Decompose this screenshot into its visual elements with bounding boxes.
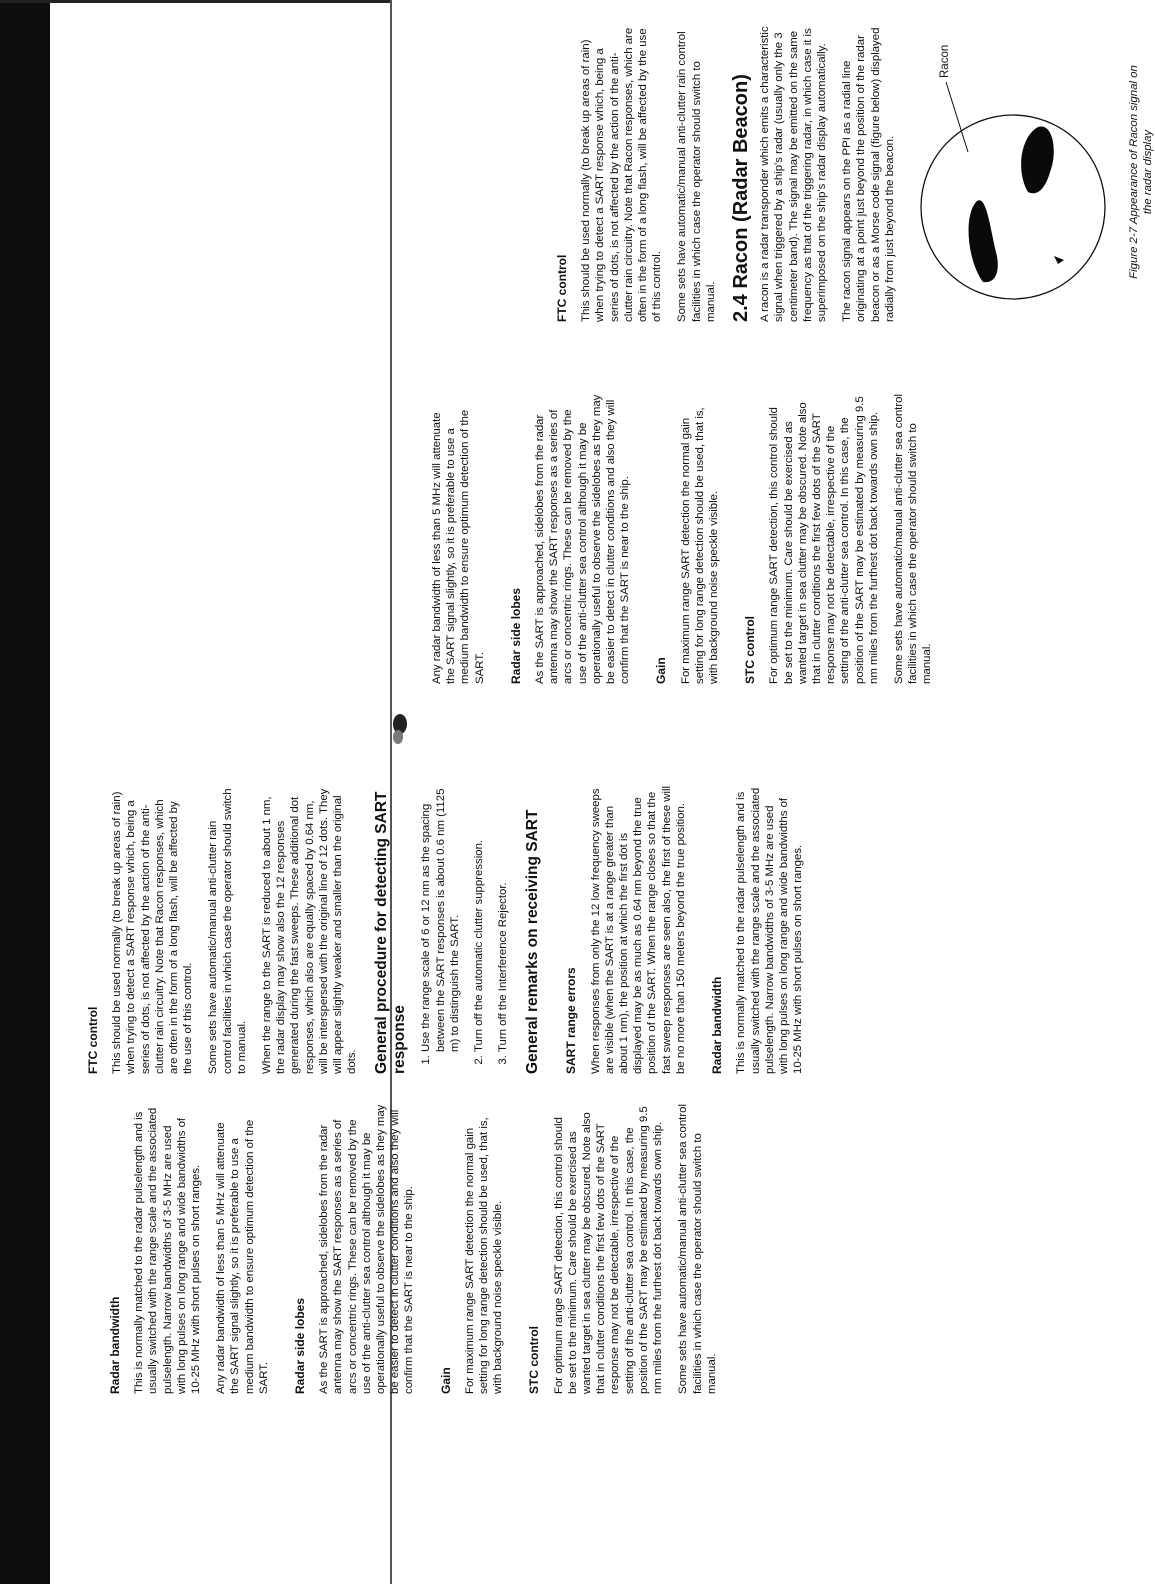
paragraph: Any radar bandwidth of less than 5 MHz will attenuate the SART signal slightly, so it is preferable to use a medium bandwidth to ensure optimum detection of the SART. (431, 409, 486, 684)
heading-stc-control: STC control (527, 1326, 542, 1394)
radar-display-illustration (908, 22, 1113, 322)
heading-general-remarks: General remarks on receiving SART (524, 809, 542, 1074)
paragraph: This is normally matched to the radar pulselength and is usually switched with the range scale and the associated pulselength. Narrow bandwidths of 3-5 MHz are used with long pulses on long range and wide bandwidths of 10-25 MHz with short pulses on short ranges. (133, 1107, 203, 1394)
heading-stc-control: STC control (743, 616, 758, 684)
figure-caption (1127, 22, 1155, 322)
heading-gain: Gain (438, 1367, 453, 1394)
paragraph: For maximum range SART detection the normal gain setting for long range detection should be used, that is, with background noise speckle visible. (463, 1117, 505, 1394)
paragraph: Any radar bandwidth of less than 5 MHz will attenuate the SART signal slightly, so it is preferable to use a medium bandwidth to ensure optimum detection of the SART. (215, 1119, 270, 1394)
paragraph: The racon signal appears on the PPI as a radial line originating at a point just beyond the position of the radar beacon or as a Morse code signal (figure below) displayed radially from just beyond the beacon. (841, 27, 896, 322)
caption-line: Figure 2-7 Appearance of Racon signal on (1128, 65, 1141, 279)
heading-racon: 2.4 Racon (Radar Beacon) (730, 74, 753, 322)
heading-ftc-control: FTC control (86, 1006, 100, 1074)
heading-radar-side-lobes: Radar side lobes (293, 1297, 308, 1394)
paragraph: For maximum range SART detection the normal gain setting for long range detection should be used, that is, with background noise speckle visible. (679, 407, 721, 684)
column-2 (86, 784, 816, 1074)
list-item: 2. Turn off the automatic clutter suppression. (472, 784, 486, 1052)
paragraph: As the SART is approached, sidelobes from the radar antenna may show the SART responses as a series of arcs or concentric rings. These can be removed by the use of the anti-clutter sea control although it may be operationally useful to observe the sidelobes as they may be easier to detect in clutter conditions and also they will confirm that the SART is near to the ship. (318, 1104, 416, 1394)
heading-radar-side-lobes: Radar side lobes (508, 587, 523, 684)
paragraph: Some sets have automatic/manual anti-clutter rain control facilities in which case the operator should switch to manual. (676, 31, 717, 322)
paragraph: As the SART is approached, sidelobes from the radar antenna may show the SART responses as a series of arcs or concentric rings. These can be removed by the use of the anti-clutter sea control although it may be operationally useful to observe the sidelobes as they may be easier to detect in clutter conditions and also they will confirm that the SART is near to the ship. (534, 394, 632, 684)
heading-ftc-control: FTC control (555, 254, 569, 322)
heading-radar-bandwidth: Radar bandwidth (710, 976, 725, 1074)
paragraph: A racon is a radar transponder which emits a characteristic signal when triggered by a ship's radar (usually only the 3 centimeter band). The signal may be emitted on the same frequency as that of the triggering radar, in which case it is superimposed on the ship's radar display automatically. (759, 26, 829, 322)
column-1 (108, 1104, 730, 1394)
heading-sart-range-errors: SART range errors (564, 967, 579, 1074)
heading-radar-bandwidth: Radar bandwidth (108, 1296, 122, 1394)
paragraph: For optimum range SART detection, this control should be set to the minimum. Care should be exercised as wanted target in sea clutter may be obscured. Note also that in clutter conditions the first few dots of the SART response may not be detectable, irrespective of the setting of the anti-clutter sea control. In this case, the position of the SART may be estimated by measuring 9.5 nm miles from the furthest dot back towards own ship. (552, 1106, 665, 1394)
paragraph: Some sets have automatic/manual anti-clutter rain control facilities in which case the operator should switch to manual. (207, 788, 248, 1074)
list-item: 1. Use the range scale of 6 or 12 nm as the spacing between the SART responses is about 0.6 nm (1125 m) to distinguish the SART. (419, 784, 462, 1052)
paragraph: When the range to the SART is reduced to about 1 nm, the radar display may show also the 12 responses generated during the fast sweeps. These additional dot responses, which also are equally spaced by 0.64 nm, will be interspersed with the original line of 12 dots. They will appear slightly weaker and smaller than the original dots. (261, 788, 359, 1074)
paragraph: Some sets have automatic/manual anti-clutter sea control facilities in which case the operator should switch to manual. (893, 394, 934, 684)
column-3 (430, 394, 946, 684)
paragraph: This should be used normally (to break up areas of rain) when trying to detect a SART response which, being a series of dots, is not affected by the action of the anti-clutter rain circuitry. Note that Racon responses, which are often in the form of a long flash, will be affected by the use of this control. (111, 791, 195, 1074)
radar-ppi-circle (921, 115, 1105, 299)
paragraph: This is normally matched to the radar pulselength and is usually switched with the range scale and the associated pulselength. Narrow bandwidths of 3-5 MHz are used with long pulses on long range and wide bandwidths of 10-25 MHz with short pulses on short ranges. (735, 787, 805, 1074)
racon-label: Racon (939, 44, 952, 78)
paragraph: Some sets have automatic/manual anti-clutter sea control facilities in which case the operator should switch to manual. (677, 1104, 718, 1394)
column-4 (555, 22, 1155, 322)
paragraph: When responses from only the 12 low frequency sweeps are visible (when the SART is at a range greater than about 1 nm), the position at which the first dot is displayed may be as much as 0.64 nm beyond the true position of the SART. When the range closes so that the fast sweep responses are seen also, the first of these will be no more than 150 meters beyond the true position. (589, 785, 687, 1074)
paragraph: This should be used normally (to break up areas of rain) when trying to detect a SART response which, being a series of dots, is not affected by the action of the anti-clutter rain circuitry. Note that Racon responses, which are often in the form of a long flash, will be affected by the use of this control. (580, 27, 664, 322)
racon-beacon-mark (1054, 256, 1064, 264)
racon-figure (908, 22, 1123, 322)
land-mass (969, 200, 998, 282)
heading-general-procedure: General procedure for detecting SART response (373, 791, 409, 1074)
heading-gain: Gain (654, 657, 669, 684)
paragraph: For optimum range SART detection, this control should be set to the minimum. Care should be exercised as wanted target in sea clutter may be obscured. Note also that in clutter conditions the first few dots of the SART response may not be detectable, irrespective of the setting of the anti-clutter sea control. In this case, the position of the SART may be estimated by measuring 9.5 nm miles from the furthest dot back towards own ship. (768, 396, 880, 684)
procedure-steps (419, 784, 510, 1074)
land-mass (1021, 126, 1054, 193)
list-item: 3. Turn off the Interference Rejector. (496, 784, 510, 1052)
caption-line: the radar display (1142, 129, 1155, 215)
